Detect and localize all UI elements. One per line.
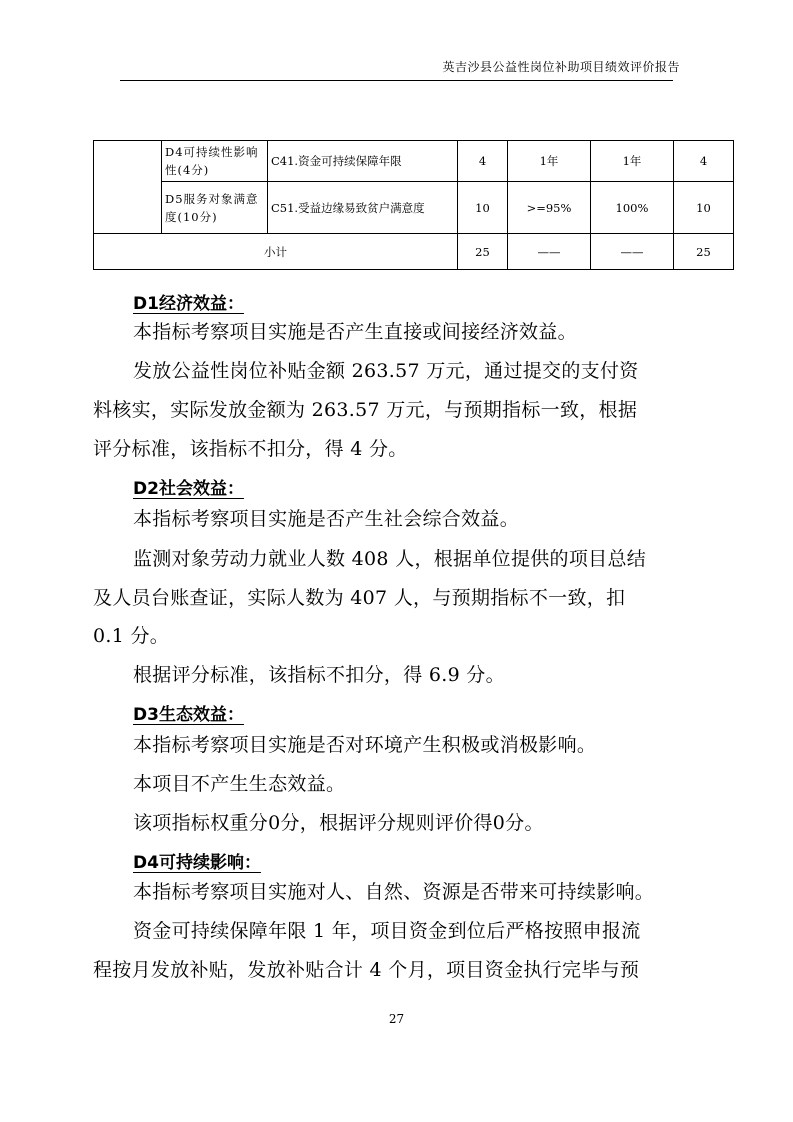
- table-cell-actual: 1年: [591, 141, 674, 182]
- paragraph: 程按月发放补贴，发放补贴合计 4 个月，项目资金执行完毕与预: [93, 959, 640, 981]
- report-header-title: 英吉沙县公益性岗位补助项目绩效评价报告: [442, 60, 680, 74]
- table-cell-weight: 10: [458, 182, 508, 234]
- section-heading-d2: D2社会效益：: [133, 479, 244, 499]
- table-cell-target: ——: [508, 234, 591, 270]
- paragraph: 根据评分标准，该指标不扣分，得 6.9 分。: [133, 664, 505, 686]
- page-number: 27: [388, 1012, 405, 1026]
- table-cell-score: 25: [674, 234, 734, 270]
- table-cell-subtotal-label: 小计: [94, 234, 458, 270]
- table-cell-score: 10: [674, 182, 734, 234]
- table-row: [94, 182, 734, 234]
- paragraph: 资金可持续保障年限 1 年，项目资金到位后严格按照申报流: [133, 920, 641, 942]
- table-cell-score: 4: [674, 141, 734, 182]
- header-divider: [120, 80, 673, 81]
- paragraph: 本指标考察项目实施对人、自然、资源是否带来可持续影响。: [133, 881, 655, 903]
- table-row: [94, 141, 734, 182]
- table-cell-actual: 100%: [591, 182, 674, 234]
- paragraph: 本指标考察项目实施是否对环境产生积极或消极影响。: [133, 734, 597, 756]
- table-cell-target: >=95%: [508, 182, 591, 234]
- section-heading-d4: D4可持续影响：: [133, 853, 261, 873]
- table-cell-weight: 25: [458, 234, 508, 270]
- paragraph: 监测对象劳动力就业人数 408 人，根据单位提供的项目总结: [133, 548, 647, 570]
- paragraph: 该项指标权重分0分，根据评分规则评价得0分。: [133, 812, 544, 834]
- table-cell-indicator: C51.受益边缘易致贫户满意度: [268, 182, 458, 234]
- section-heading-d3: D3生态效益：: [133, 705, 244, 725]
- table-row-subtotal: [94, 234, 734, 270]
- paragraph: 发放公益性岗位补贴金额 263.57 万元，通过提交的支付资: [133, 360, 639, 382]
- section-heading-d1: D1经济效益：: [133, 294, 244, 314]
- table-cell-indicator: C41.资金可持续保障年限: [268, 141, 458, 182]
- paragraph: 及人员台账查证，实际人数为 407 人，与预期指标不一致，扣: [93, 587, 626, 609]
- paragraph: 料核实，实际发放金额为 263.57 万元，与预期指标一致，根据: [93, 399, 638, 421]
- table-cell-empty: [94, 141, 162, 234]
- paragraph: 评分标准，该指标不扣分，得 4 分。: [93, 438, 408, 460]
- paragraph: 本指标考察项目实施是否产生直接或间接经济效益。: [133, 321, 577, 343]
- table-cell-actual: ——: [591, 234, 674, 270]
- table-cell-subindicator: D5服务对象满意度(10分): [162, 182, 268, 234]
- paragraph: 本项目不产生生态效益。: [133, 773, 346, 795]
- table-cell-weight: 4: [458, 141, 508, 182]
- paragraph: 0.1 分。: [93, 625, 170, 647]
- paragraph: 本指标考察项目实施是否产生社会综合效益。: [133, 508, 520, 530]
- table-cell-subindicator: D4可持续性影响性(4分): [162, 141, 268, 182]
- score-table: [93, 140, 734, 270]
- table-cell-target: 1年: [508, 141, 591, 182]
